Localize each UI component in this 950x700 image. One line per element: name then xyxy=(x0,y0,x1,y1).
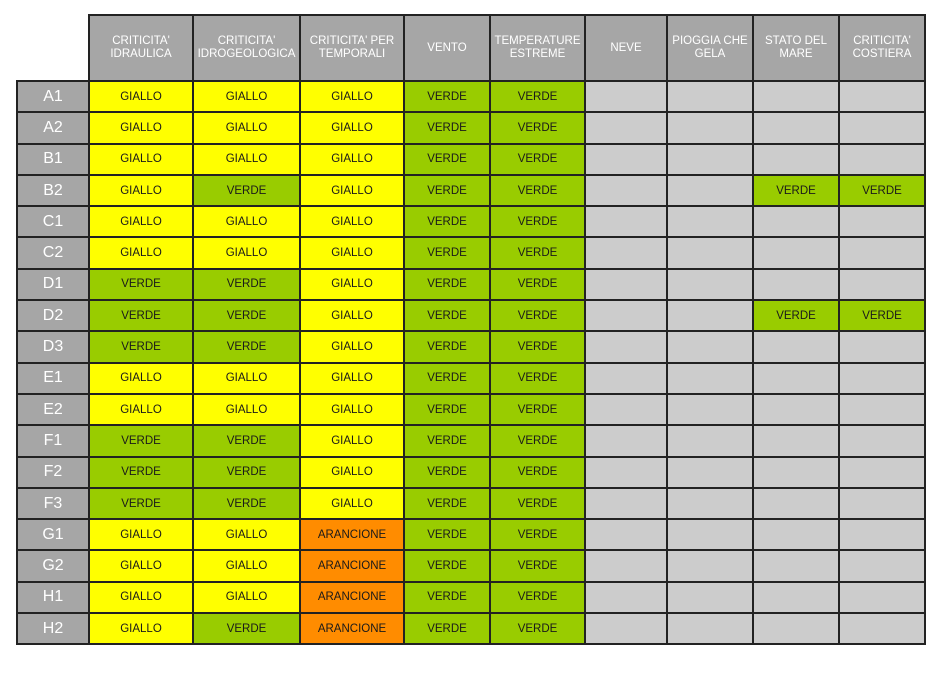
col-header: STATO DEL MARE xyxy=(753,15,839,81)
zone-label: G2 xyxy=(17,550,89,581)
alert-level-cell xyxy=(753,331,839,362)
alert-level-cell: VERDE xyxy=(404,488,490,519)
zone-label: B2 xyxy=(17,175,89,206)
zone-label: D1 xyxy=(17,269,89,300)
alert-level-cell xyxy=(753,112,839,143)
alert-level-cell xyxy=(667,363,753,394)
alert-level-cell: VERDE xyxy=(193,269,300,300)
table-row xyxy=(17,144,925,175)
header-row xyxy=(17,15,925,81)
zone-label: C1 xyxy=(17,206,89,237)
alert-level-cell: VERDE xyxy=(404,394,490,425)
alert-level-cell: VERDE xyxy=(404,206,490,237)
alert-level-cell: VERDE xyxy=(839,300,925,331)
alert-level-cell: GIALLO xyxy=(300,175,404,206)
alert-level-cell: GIALLO xyxy=(89,394,193,425)
alert-level-cell xyxy=(585,237,667,268)
alert-level-cell: VERDE xyxy=(404,300,490,331)
alert-level-cell: GIALLO xyxy=(89,363,193,394)
alert-level-cell xyxy=(667,457,753,488)
alert-level-cell: VERDE xyxy=(404,363,490,394)
alert-level-cell xyxy=(839,331,925,362)
alert-level-cell: GIALLO xyxy=(300,331,404,362)
alert-level-cell: GIALLO xyxy=(193,144,300,175)
zone-label: A2 xyxy=(17,112,89,143)
alert-level-cell: VERDE xyxy=(404,425,490,456)
zone-label: F3 xyxy=(17,488,89,519)
alert-level-cell: VERDE xyxy=(89,300,193,331)
alert-level-cell: VERDE xyxy=(89,457,193,488)
table-row xyxy=(17,488,925,519)
alert-level-cell: GIALLO xyxy=(300,300,404,331)
alert-level-cell xyxy=(585,81,667,112)
alert-level-cell: VERDE xyxy=(404,175,490,206)
alert-level-cell xyxy=(839,144,925,175)
zone-label: A1 xyxy=(17,81,89,112)
alert-level-cell xyxy=(839,206,925,237)
zone-label: H2 xyxy=(17,613,89,644)
alert-level-cell xyxy=(585,300,667,331)
alert-level-cell xyxy=(667,582,753,613)
col-header: CRITICITA' IDROGEOLOGICA xyxy=(193,15,300,81)
alert-level-cell: VERDE xyxy=(404,613,490,644)
zone-label: E2 xyxy=(17,394,89,425)
alert-level-cell: VERDE xyxy=(839,175,925,206)
alert-level-cell xyxy=(667,394,753,425)
alert-level-cell: VERDE xyxy=(89,269,193,300)
table-row xyxy=(17,394,925,425)
alert-level-cell xyxy=(753,550,839,581)
table-row xyxy=(17,175,925,206)
alert-level-cell: VERDE xyxy=(193,488,300,519)
alert-level-cell xyxy=(585,613,667,644)
alert-level-cell: VERDE xyxy=(404,112,490,143)
alert-level-cell xyxy=(839,425,925,456)
alert-level-cell xyxy=(753,81,839,112)
alert-level-cell: VERDE xyxy=(193,613,300,644)
alert-level-cell: VERDE xyxy=(490,488,585,519)
alert-level-cell: VERDE xyxy=(404,582,490,613)
table-row xyxy=(17,363,925,394)
alert-level-cell: VERDE xyxy=(490,363,585,394)
alert-level-cell xyxy=(585,206,667,237)
zone-label: H1 xyxy=(17,582,89,613)
alert-level-cell xyxy=(839,112,925,143)
alert-level-cell: VERDE xyxy=(490,175,585,206)
table-row xyxy=(17,582,925,613)
alert-level-cell xyxy=(753,613,839,644)
alert-level-cell xyxy=(839,237,925,268)
table-row xyxy=(17,237,925,268)
table-row xyxy=(17,519,925,550)
alert-level-cell: GIALLO xyxy=(193,519,300,550)
zone-label: C2 xyxy=(17,237,89,268)
alert-level-cell: GIALLO xyxy=(89,237,193,268)
alert-level-cell xyxy=(839,394,925,425)
table-row xyxy=(17,300,925,331)
alert-level-cell xyxy=(753,488,839,519)
alert-level-cell: GIALLO xyxy=(193,582,300,613)
alert-level-cell: VERDE xyxy=(490,457,585,488)
table-row xyxy=(17,269,925,300)
alert-level-cell xyxy=(667,206,753,237)
alert-level-cell xyxy=(667,112,753,143)
alert-level-cell xyxy=(585,425,667,456)
alert-level-cell: VERDE xyxy=(753,300,839,331)
zone-label: D3 xyxy=(17,331,89,362)
alert-level-cell: GIALLO xyxy=(193,237,300,268)
alert-level-cell: VERDE xyxy=(490,206,585,237)
alert-level-cell: VERDE xyxy=(490,582,585,613)
alert-level-cell xyxy=(839,363,925,394)
alert-level-cell: GIALLO xyxy=(193,206,300,237)
alert-level-cell: GIALLO xyxy=(300,237,404,268)
zone-label: E1 xyxy=(17,363,89,394)
alert-level-cell: ARANCIONE xyxy=(300,582,404,613)
alert-level-cell xyxy=(753,144,839,175)
alert-level-cell: GIALLO xyxy=(300,394,404,425)
alert-level-cell xyxy=(753,206,839,237)
alert-level-cell: GIALLO xyxy=(300,206,404,237)
alert-level-cell xyxy=(839,613,925,644)
alert-level-cell xyxy=(667,519,753,550)
alert-level-cell xyxy=(839,81,925,112)
alert-level-cell: VERDE xyxy=(89,331,193,362)
alert-level-cell: GIALLO xyxy=(193,363,300,394)
col-header: PIOGGIA CHE GELA xyxy=(667,15,753,81)
alert-level-cell xyxy=(667,300,753,331)
alert-level-cell xyxy=(585,582,667,613)
alert-level-cell xyxy=(585,488,667,519)
alert-level-cell xyxy=(667,269,753,300)
alert-level-cell: GIALLO xyxy=(89,613,193,644)
alert-level-cell: VERDE xyxy=(193,331,300,362)
alert-level-cell: GIALLO xyxy=(193,112,300,143)
alert-level-cell xyxy=(585,519,667,550)
zone-label: D2 xyxy=(17,300,89,331)
col-header: CRITICITA' COSTIERA xyxy=(839,15,925,81)
header-corner xyxy=(17,15,89,81)
alert-level-cell: VERDE xyxy=(193,457,300,488)
alert-level-cell: VERDE xyxy=(193,175,300,206)
table-row xyxy=(17,81,925,112)
alert-level-cell: VERDE xyxy=(490,81,585,112)
alert-level-cell: VERDE xyxy=(490,237,585,268)
alert-level-cell: GIALLO xyxy=(89,206,193,237)
col-header: CRITICITA' PER TEMPORALI xyxy=(300,15,404,81)
alert-level-cell xyxy=(667,331,753,362)
alert-level-cell: VERDE xyxy=(193,425,300,456)
col-header: TEMPERATURE ESTREME xyxy=(490,15,585,81)
table-row xyxy=(17,457,925,488)
alert-level-cell xyxy=(753,269,839,300)
alert-level-cell xyxy=(667,488,753,519)
alert-level-cell: GIALLO xyxy=(300,488,404,519)
alert-level-cell: VERDE xyxy=(490,331,585,362)
alert-level-cell: VERDE xyxy=(404,331,490,362)
table-row xyxy=(17,613,925,644)
col-header: VENTO xyxy=(404,15,490,81)
table-row xyxy=(17,550,925,581)
alert-table xyxy=(16,14,926,645)
alert-level-cell: VERDE xyxy=(490,269,585,300)
alert-level-cell: VERDE xyxy=(490,112,585,143)
alert-level-cell: GIALLO xyxy=(300,144,404,175)
col-header: NEVE xyxy=(585,15,667,81)
alert-level-cell: VERDE xyxy=(404,550,490,581)
alert-level-cell: VERDE xyxy=(404,237,490,268)
alert-level-cell xyxy=(585,394,667,425)
alert-level-cell xyxy=(839,550,925,581)
alert-level-cell xyxy=(753,425,839,456)
alert-level-cell: VERDE xyxy=(89,425,193,456)
alert-level-cell xyxy=(585,331,667,362)
alert-level-cell: VERDE xyxy=(490,519,585,550)
alert-level-cell xyxy=(585,112,667,143)
alert-level-cell: ARANCIONE xyxy=(300,613,404,644)
alert-level-cell: GIALLO xyxy=(193,81,300,112)
alert-level-cell: ARANCIONE xyxy=(300,550,404,581)
alert-level-cell xyxy=(839,457,925,488)
alert-level-cell xyxy=(585,175,667,206)
alert-level-cell xyxy=(667,425,753,456)
table-row xyxy=(17,331,925,362)
alert-level-cell: GIALLO xyxy=(300,363,404,394)
alert-level-cell xyxy=(585,269,667,300)
table-body xyxy=(17,81,925,644)
alert-level-cell xyxy=(667,237,753,268)
alert-level-cell: GIALLO xyxy=(300,269,404,300)
alert-level-cell: GIALLO xyxy=(89,112,193,143)
zone-label: B1 xyxy=(17,144,89,175)
alert-level-cell: VERDE xyxy=(89,488,193,519)
alert-level-cell: VERDE xyxy=(404,519,490,550)
alert-level-cell: VERDE xyxy=(490,300,585,331)
alert-level-cell xyxy=(753,457,839,488)
alert-level-cell: GIALLO xyxy=(300,81,404,112)
alert-level-cell xyxy=(753,363,839,394)
alert-level-cell: VERDE xyxy=(404,269,490,300)
alert-level-cell: GIALLO xyxy=(89,175,193,206)
alert-level-cell: ARANCIONE xyxy=(300,519,404,550)
zone-label: G1 xyxy=(17,519,89,550)
alert-level-cell xyxy=(839,519,925,550)
alert-level-cell: VERDE xyxy=(404,81,490,112)
alert-level-cell xyxy=(839,582,925,613)
alert-level-cell: GIALLO xyxy=(89,519,193,550)
alert-level-cell: GIALLO xyxy=(89,550,193,581)
alert-level-cell: VERDE xyxy=(490,394,585,425)
alert-level-cell xyxy=(667,550,753,581)
alert-level-cell: VERDE xyxy=(490,144,585,175)
alert-level-cell: GIALLO xyxy=(89,144,193,175)
alert-level-cell xyxy=(839,488,925,519)
alert-level-cell xyxy=(585,550,667,581)
alert-level-cell: VERDE xyxy=(404,457,490,488)
zone-label: F2 xyxy=(17,457,89,488)
alert-level-cell: GIALLO xyxy=(89,81,193,112)
alert-level-cell: GIALLO xyxy=(300,112,404,143)
alert-level-cell: VERDE xyxy=(490,613,585,644)
alert-level-cell xyxy=(753,237,839,268)
alert-level-cell: VERDE xyxy=(490,550,585,581)
alert-level-cell xyxy=(585,457,667,488)
alert-level-cell xyxy=(667,81,753,112)
alert-level-cell xyxy=(667,175,753,206)
alert-level-cell xyxy=(839,269,925,300)
alert-level-cell: VERDE xyxy=(490,425,585,456)
alert-level-cell: GIALLO xyxy=(193,394,300,425)
alert-level-cell: GIALLO xyxy=(300,457,404,488)
alert-level-cell: GIALLO xyxy=(193,550,300,581)
alert-level-cell xyxy=(585,363,667,394)
alert-level-cell: VERDE xyxy=(404,144,490,175)
alert-level-cell xyxy=(753,582,839,613)
alert-level-cell xyxy=(585,144,667,175)
alert-level-cell xyxy=(667,144,753,175)
alert-level-cell: GIALLO xyxy=(300,425,404,456)
col-header: CRITICITA' IDRAULICA xyxy=(89,15,193,81)
alert-level-cell xyxy=(753,519,839,550)
alert-level-cell: VERDE xyxy=(753,175,839,206)
alert-level-cell xyxy=(753,394,839,425)
table-row xyxy=(17,206,925,237)
alert-level-cell xyxy=(667,613,753,644)
alert-level-cell: VERDE xyxy=(193,300,300,331)
table-row xyxy=(17,112,925,143)
alert-level-cell: GIALLO xyxy=(89,582,193,613)
zone-label: F1 xyxy=(17,425,89,456)
table-row xyxy=(17,425,925,456)
